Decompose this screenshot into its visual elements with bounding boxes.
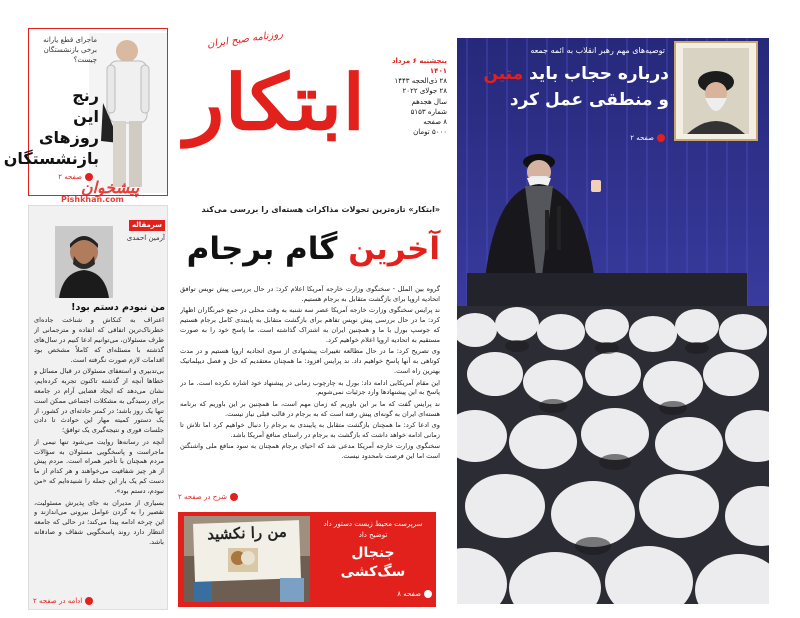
author-photo	[55, 226, 113, 298]
main-story-intro: «ابتکار» تازه‌ترین تحولات مذاکرات هسته‌ای را بررسی می‌کند	[201, 205, 440, 214]
right-headline-highlight: متین	[483, 64, 524, 84]
right-story-kicker: توصیه‌های مهم رهبر انقلاب به ائمه جمعه	[530, 46, 665, 55]
retiree-photo	[89, 33, 167, 193]
opinion-column[interactable]	[28, 205, 168, 610]
watermark-site: Pishkhan.com	[61, 195, 124, 204]
issue-year: سال هجدهم	[411, 97, 447, 106]
opinion-label: سرمقاله	[129, 220, 165, 231]
promo-kicker-2: توضیح داد	[358, 531, 388, 539]
opinion-paragraph: بسیاری از مدیران به جای پذیرش مسئولیت، تقصیر را به گردن عوامل بیرونی می‌اندازند و این چرخه ادامه پیدا می‌کند؛ در حالی که جامعه انتظار دارد روند پاسخگویی شفاف و صادقانه باشد.	[34, 498, 164, 547]
opinion-body	[34, 316, 164, 598]
main-story-paragraph: این مقام آمریکایی ادامه داد: بورل به چارچوب زمانی در پیشنهاد خود اشاره نکرده است. ما در پاسخ به این پیشنهادها وارد جزئیات نمی‌شویم.	[180, 378, 440, 397]
promo-headline-line-2: سگ‌کشی	[340, 563, 406, 580]
top-left-kicker: ماجرای قطع یارانه‌ برخی بازنشستگان چیست؟	[43, 36, 97, 65]
promo-kicker: سرپرست محیط زیست دستور داد	[323, 520, 423, 528]
main-headline-part-2: گام برجام	[186, 231, 338, 267]
main-story-paragraph: سخنگوی وزارت خارجه آمریکا مدعی شد که احیای برجام همچنان به سود منافع ملی واشنگتن است اما این فرصت نامحدود نیست.	[180, 442, 440, 461]
promo-page-ref	[314, 590, 432, 598]
main-story-page-ref	[178, 493, 440, 501]
opinion-paragraph: اعتراف به کنکاش و شناخت جاده‌ای خطرناک‌ترین اتفاقی که اتفاده و مترجمانی از طرف مسئولان، می‌توانیم ادعا کنیم در سال‌های گذشته با مسئله‌ای که کاملاً مشخص بود اقدامات لازم صورت نگرفته است.	[34, 316, 164, 364]
top-left-headline-line-1: رنج	[72, 86, 99, 105]
promo-headline	[314, 544, 432, 582]
opinion-author: آرمین احمدی	[126, 234, 165, 242]
right-headline-line-2: و منطقی عمل کرد	[509, 89, 669, 110]
main-story-paragraph: وی تصریح کرد: ما در حال مطالعه تغییرات پیشنهادی از سوی اتحادیه اروپا هستیم و در مدت کوتاهی به آنها پاسخ خواهیم داد. ند پرایس افزود: ما همچنان معتقدیم که حل و فصل دیپلماتیک بهترین راه است.	[180, 347, 440, 376]
main-story-paragraph: وی ادعا کرد: ما همچنان بازگشت متقابل به پایبندی به برجام را دنبال خواهیم کرد اما تلاش تا زمانی ادامه خواهد داشت که بازگشت به برجام در راستای منافع آمریکا باشد.	[180, 421, 440, 439]
opinion-paragraph: بی‌تدبیری و استعفای مسئولان در قبال مسائل و خطاها آنچه از گذشته تاکنون تجربه کرده‌ایم، نشان می‌دهد که ایجاد فضایی آرام در جامعه برای رسیدگی به مشکلات اجتماعی ممکن است تنها یک روز باشد؛ در کمتر حادثه‌ای در کشور، از یک دستور کمیته مهار این حوادث تا دادن جلسات فوری و نتیجه‌گیری یک توافق؛	[34, 366, 164, 435]
issue-price: ۵۰۰۰ تومان	[413, 127, 447, 136]
main-story-paragraph: ند پرایس سخنگوی وزارت خارجه آمریکا عصر سه شنبه به وقت محلی در جمع خبرنگاران اظهار کرد: ما در حال بررسی پیش نویس تفاهم برای بازگشت متقابل به پایبندی کامل برجام هستیم که جوسپ بورل با ما و همچنین ایران به اشتراک گذاشته است. ما پاسخ خود را به صورت مستقیم به اتحادیه اروپا اعلام خواهیم کرد.	[180, 306, 440, 344]
main-story[interactable]	[178, 205, 443, 505]
main-story-headline	[178, 223, 440, 275]
masthead-logo: ابتکار	[184, 58, 366, 147]
right-story-headline	[461, 62, 669, 113]
top-left-headline-line-2: این روزهای	[38, 107, 99, 148]
main-headline-part-1: آخرین	[348, 231, 440, 267]
main-story-page-ref-text: شرح در صفحه ۲	[178, 493, 227, 501]
masthead-date-block	[375, 56, 447, 137]
top-left-headline-line-3: بازنشستگان	[3, 149, 99, 169]
main-story-body	[180, 285, 440, 485]
page-ref-dot-icon	[657, 134, 665, 142]
right-story-page-ref	[465, 134, 665, 142]
promo-headline-line-1: جنجال	[351, 545, 395, 561]
main-story-paragraph: ند پرایس گفت که ما بر این باوریم که زمان مهم است، ما همچنین بر این باوریم که برنامه هسته‌ای ایران به گونه‌ای پیش رفته است که به برجام در قالب قبلی نیاز نیست.	[180, 399, 440, 418]
top-left-page-ref-text: صفحه ۲	[58, 173, 82, 181]
promo-page-ref-text: صفحه ۸	[397, 590, 421, 598]
dog-protest-photo	[184, 516, 310, 602]
page-ref-dot-icon	[85, 597, 93, 605]
ceremony-photo	[457, 38, 769, 604]
promo-box[interactable]	[178, 512, 436, 607]
masthead-motto: روزنامه صبح ایران	[206, 28, 284, 51]
right-story-page-ref-text: صفحه ۲	[630, 134, 654, 142]
page-ref-dot-icon	[424, 590, 432, 598]
page-ref-dot-icon	[230, 493, 238, 501]
masthead	[175, 28, 450, 203]
top-left-headline	[3, 85, 99, 169]
right-story-headline-line-1	[461, 62, 669, 88]
watermark-name: پیشخوان	[80, 178, 140, 197]
opinion-page-ref-text: ادامه در صفحه ۲	[33, 597, 83, 605]
right-headline-prefix: درباره حجاب باید	[529, 64, 669, 84]
issue-hijri-date: ۲۸ ذی‌الحجه ۱۴۴۳	[394, 77, 447, 86]
top-left-story[interactable]	[3, 28, 168, 196]
main-story-paragraph: گروه بین الملل - سخنگوی وزارت خارجه آمریکا اعلام کرد: در حال بررسی پیش نویس توافق اتحادیه اروپا برای بازگشت متقابل به برجام هستیم.	[180, 285, 440, 303]
issue-number: شماره ۵۱۵۳	[410, 107, 447, 116]
protest-sign-text: من را نکشید	[206, 522, 288, 544]
issue-gregorian-date: ۲۸ جولای ۲۰۲۲	[402, 87, 447, 96]
opinion-page-ref	[33, 597, 133, 605]
issue-pages: ۸ صفحه	[423, 117, 447, 126]
opinion-title: من نبودم دستم بود!	[71, 302, 165, 313]
right-story[interactable]	[457, 38, 769, 604]
issue-date: پنجشنبه ۶ مرداد ۱۴۰۱	[391, 57, 447, 76]
opinion-paragraph: آنچه در رسانه‌ها روایت می‌شود تنها نیمی از ماجراست و پاسخگویی مسئولان به سؤالات مردم همچنان با تأخیر همراه است. مردم پیش از هر چیز شفافیت می‌خواهند و هر کدام از ما دست کم یک بار این جمله را شنیده‌ایم که «من نبودم، دستم بود».	[34, 437, 164, 496]
